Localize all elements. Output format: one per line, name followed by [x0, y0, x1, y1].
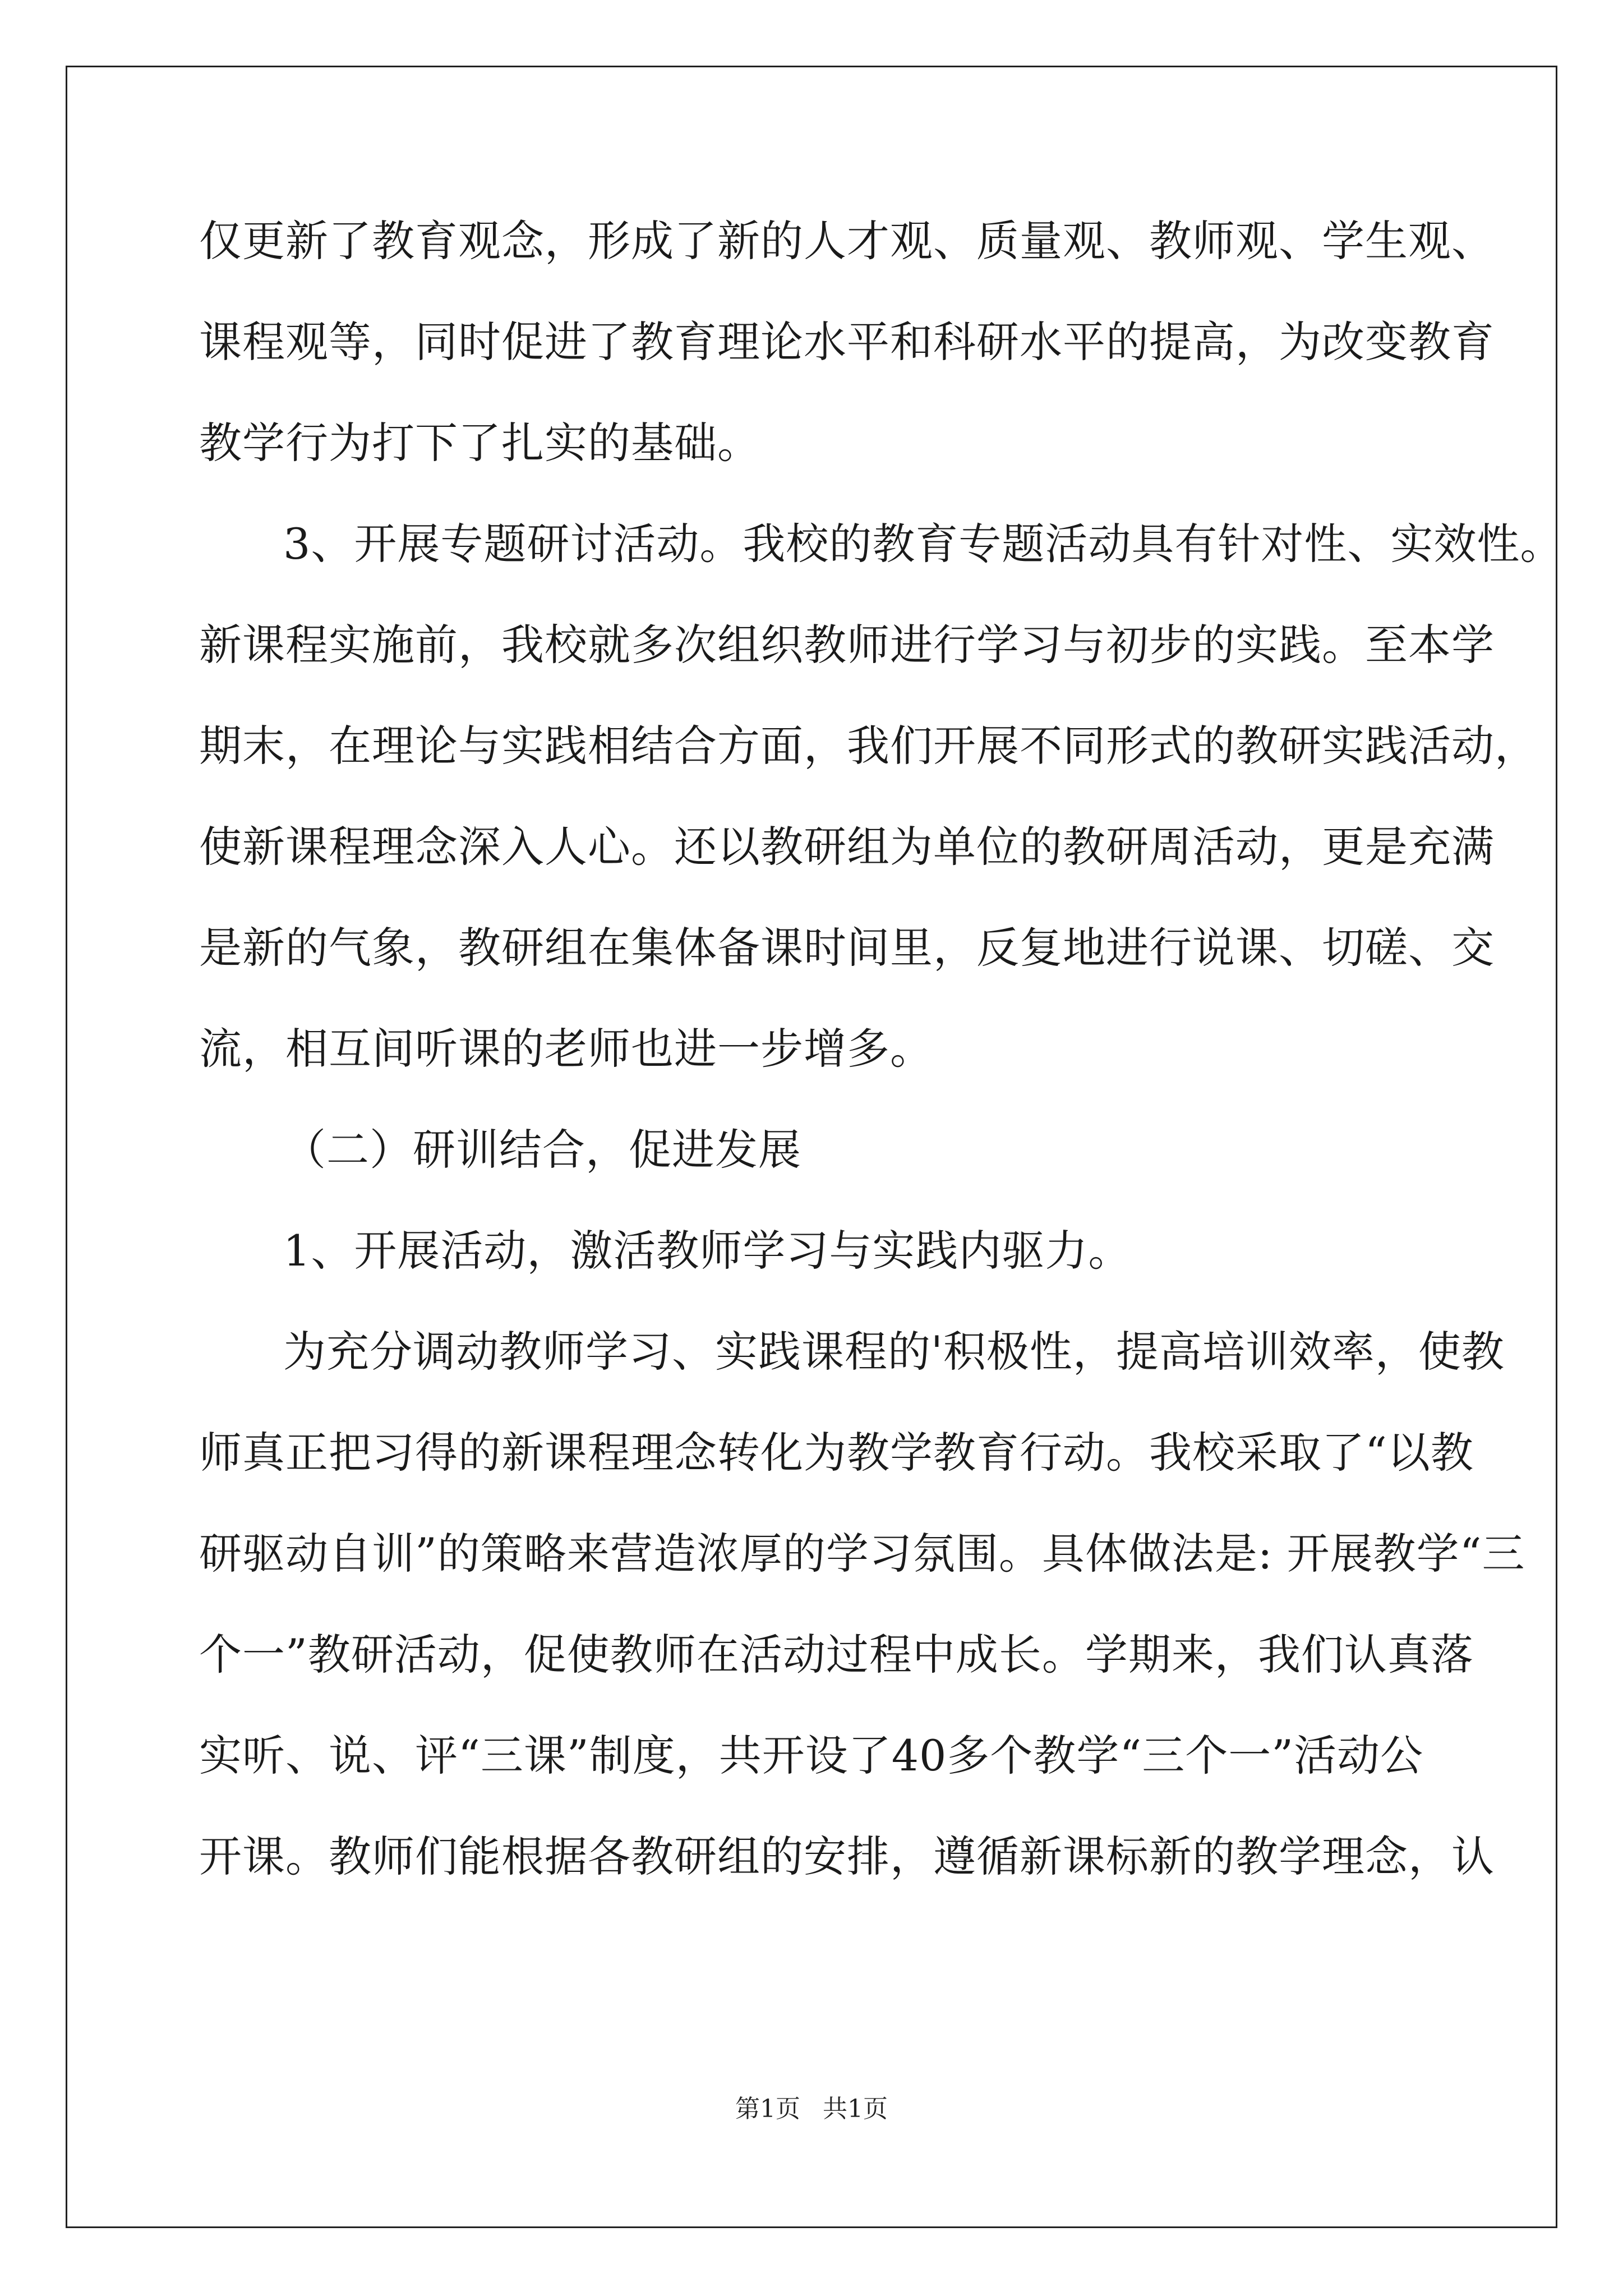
page-number-total: 共1页 — [823, 2095, 888, 2123]
text-line: 期末，在理论与实践相结合方面，我们开展不同形式的教研实践活动， — [199, 721, 1538, 771]
text-line: 流，相互间听课的老师也进一步增多。 — [199, 1024, 933, 1074]
page-number-current: 第1页 — [735, 2095, 800, 2123]
text-line: 1、开展活动，激活教师学习与实践内驱力。 — [283, 1226, 1132, 1276]
page-footer — [0, 2092, 1623, 2126]
text-line: 新课程实施前，我校就多次组织教师进行学习与初步的实践。至本学 — [199, 620, 1495, 670]
text-line: 是新的气象，教研组在集体备课时间里，反复地进行说课、切磋、交 — [199, 923, 1495, 973]
text-line: 个一”教研活动，促使教师在活动过程中成长。学期来，我们认真落 — [199, 1630, 1474, 1680]
text-line: 仅更新了教育观念，形成了新的人才观、质量观、教师观、学生观、 — [199, 216, 1495, 266]
text-line: 教学行为打下了扎实的基础。 — [199, 418, 760, 468]
section-heading: （二）研训结合，促进发展 — [283, 1125, 801, 1175]
text-line: 师真正把习得的新课程理念转化为教学教育行动。我校采取了“以教 — [199, 1428, 1474, 1478]
text-line: 开课。教师们能根据各教研组的安排，遵循新课标新的教学理念，认 — [199, 1832, 1495, 1881]
text-line: 为充分调动教师学习、实践课程的'积极性，提高培训效率，使教 — [283, 1327, 1505, 1377]
text-line: 3、开展专题研讨活动。我校的教育专题活动具有针对性、实效性。 — [283, 519, 1564, 569]
text-line: 课程观等，同时促进了教育理论水平和科研水平的提高，为改变教育 — [199, 317, 1495, 367]
text-line: 使新课程理念深入人心。还以教研组为单位的教研周活动，更是充满 — [199, 822, 1495, 872]
text-line: 研驱动自训”的策略来营造浓厚的学习氛围。具体做法是: 开展教学“三 — [199, 1529, 1525, 1579]
text-line: 实听、说、评“三课”制度，共开设了40多个教学“三个一”活动公 — [199, 1731, 1424, 1780]
